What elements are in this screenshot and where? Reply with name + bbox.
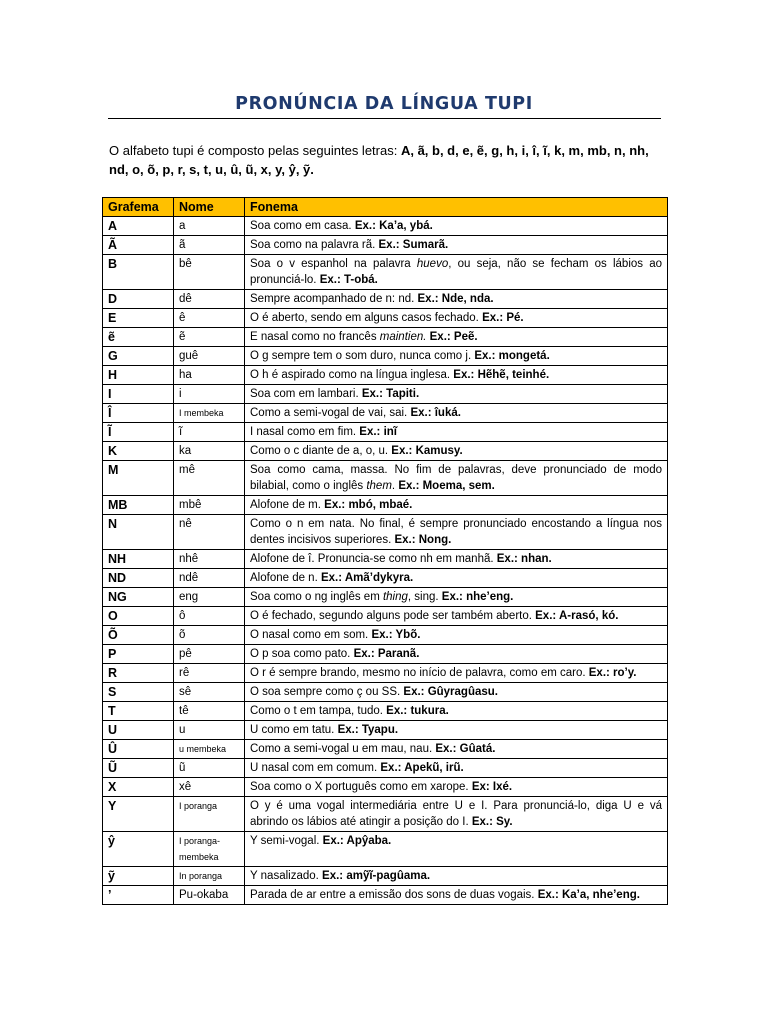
fonema-text: Soa como em casa. bbox=[250, 220, 355, 232]
fonema-text: Y semi-vogal. bbox=[250, 835, 323, 847]
fonema-example: Ex.: Nde, nda. bbox=[417, 293, 494, 305]
title-divider bbox=[108, 118, 661, 119]
fonema-example: Ex.: Moema, sem. bbox=[398, 480, 495, 492]
fonema-text: Parada de ar entre a emissão dos sons de duas vogais. bbox=[250, 889, 538, 901]
grafema-cell: A bbox=[103, 217, 174, 236]
nome-cell: ka bbox=[174, 442, 245, 461]
fonema-cell bbox=[245, 569, 668, 588]
grafema-cell: E bbox=[103, 309, 174, 328]
fonema-italic-word: them bbox=[366, 480, 392, 492]
fonema-cell bbox=[245, 607, 668, 626]
fonema-text: U nasal com em comum. bbox=[250, 762, 381, 774]
fonema-example: Ex.: Sy. bbox=[471, 816, 513, 828]
fonema-cell bbox=[245, 366, 668, 385]
grafema-cell: Î bbox=[103, 404, 174, 423]
grafema-cell: MB bbox=[103, 496, 174, 515]
fonema-text: O r é sempre brando, mesmo no início de palavra, como em caro. bbox=[250, 667, 589, 679]
nome-cell: ê bbox=[174, 309, 245, 328]
fonema-cell bbox=[245, 385, 668, 404]
nome-cell: I poranga bbox=[174, 797, 245, 832]
table-row bbox=[103, 236, 668, 255]
fonema-example: Ex.: Gûatá. bbox=[435, 743, 496, 755]
fonema-example: Ex.: Ka’a, ybá. bbox=[354, 220, 433, 232]
table-row bbox=[103, 645, 668, 664]
fonema-text: Y nasalizado. bbox=[250, 870, 323, 882]
fonema-example: Ex.: A-rasó, kó. bbox=[535, 610, 619, 622]
grafema-cell: M bbox=[103, 461, 174, 496]
table-row bbox=[103, 797, 668, 832]
table-row bbox=[103, 886, 668, 905]
table-row bbox=[103, 290, 668, 309]
table-row bbox=[103, 626, 668, 645]
table-row bbox=[103, 740, 668, 759]
nome-cell: bê bbox=[174, 255, 245, 290]
grafema-cell: B bbox=[103, 255, 174, 290]
grafema-cell: U bbox=[103, 721, 174, 740]
grafema-cell: G bbox=[103, 347, 174, 366]
table-body bbox=[103, 217, 668, 905]
fonema-text: E nasal como no francês bbox=[250, 331, 380, 343]
fonema-example: Ex.: Ka’a, nhe’eng. bbox=[537, 889, 640, 901]
fonema-text: Soa como o X português como em xarope. bbox=[250, 781, 472, 793]
intro-paragraph bbox=[109, 141, 664, 179]
fonema-example: Ex.: Peẽ. bbox=[429, 331, 478, 343]
nome-cell: mbê bbox=[174, 496, 245, 515]
fonema-cell bbox=[245, 797, 668, 832]
fonema-example: Ex.: Gûyragûasu. bbox=[403, 686, 498, 698]
fonema-cell bbox=[245, 328, 668, 347]
fonema-cell bbox=[245, 217, 668, 236]
fonema-text: Como o c diante de a, o, u. bbox=[250, 445, 392, 457]
fonema-text: Alofone de n. bbox=[250, 572, 321, 584]
grafema-cell: Y bbox=[103, 797, 174, 832]
fonema-cell bbox=[245, 496, 668, 515]
header-nome: Nome bbox=[174, 198, 245, 217]
grafema-cell: K bbox=[103, 442, 174, 461]
table-row bbox=[103, 664, 668, 683]
table-row bbox=[103, 328, 668, 347]
fonema-text-cont: . bbox=[391, 480, 399, 492]
fonema-cell bbox=[245, 683, 668, 702]
nome-cell: mê bbox=[174, 461, 245, 496]
nome-cell: u membeka bbox=[174, 740, 245, 759]
nome-cell: xê bbox=[174, 778, 245, 797]
table-row bbox=[103, 217, 668, 236]
fonema-cell bbox=[245, 702, 668, 721]
table-row bbox=[103, 347, 668, 366]
table-row bbox=[103, 702, 668, 721]
fonema-text: O h é aspirado como na língua inglesa. bbox=[250, 369, 454, 381]
table-row bbox=[103, 721, 668, 740]
table-row bbox=[103, 515, 668, 550]
nome-cell: ũ bbox=[174, 759, 245, 778]
table-header-row bbox=[103, 198, 668, 217]
fonema-example: Ex.: Hẽhẽ, teinhé. bbox=[453, 369, 550, 381]
fonema-text: O g sempre tem o som duro, nunca como j. bbox=[250, 350, 475, 362]
grafema-cell: P bbox=[103, 645, 174, 664]
nome-cell: I poranga-membeka bbox=[174, 832, 245, 867]
fonema-cell bbox=[245, 290, 668, 309]
nome-cell: õ bbox=[174, 626, 245, 645]
grafema-cell: D bbox=[103, 290, 174, 309]
fonema-cell bbox=[245, 255, 668, 290]
nome-cell: I membeka bbox=[174, 404, 245, 423]
fonema-example: Ex.: Pé. bbox=[482, 312, 524, 324]
fonema-cell bbox=[245, 626, 668, 645]
fonema-example: Ex.: T-obá. bbox=[319, 274, 378, 286]
nome-cell: a bbox=[174, 217, 245, 236]
grafema-cell: Ũ bbox=[103, 759, 174, 778]
nome-cell: eng bbox=[174, 588, 245, 607]
grafema-cell: T bbox=[103, 702, 174, 721]
fonema-example: Ex.: Amã’dykyra. bbox=[320, 572, 414, 584]
fonema-cell bbox=[245, 404, 668, 423]
table-row bbox=[103, 683, 668, 702]
fonema-italic-word: maintien. bbox=[379, 331, 427, 343]
fonema-cell bbox=[245, 778, 668, 797]
fonema-text: O p soa como pato. bbox=[250, 648, 354, 660]
fonema-example: Ex.: Nong. bbox=[394, 534, 452, 546]
fonema-example: Ex.: Kamusy. bbox=[391, 445, 463, 457]
grafema-cell: Ĩ bbox=[103, 423, 174, 442]
nome-cell: guê bbox=[174, 347, 245, 366]
fonema-example: Ex.: inĩ bbox=[359, 426, 397, 438]
table-row bbox=[103, 404, 668, 423]
intro-letters: A, ã, b, d, e, ẽ, g, h, i, î, ĩ, k, m, mb, n, nh, nd, o, õ, p, r, s, t, u, û, ũ, x, y, ŷ, ỹ. bbox=[109, 143, 649, 177]
fonema-cell bbox=[245, 886, 668, 905]
fonema-example: Ex.: Tyapu. bbox=[337, 724, 399, 736]
table-row bbox=[103, 309, 668, 328]
grafema-cell: N bbox=[103, 515, 174, 550]
grafema-cell: NG bbox=[103, 588, 174, 607]
fonema-text: Soa como cama, massa. No fim de palavras, deve pronunciado de modo bilabial, como o inglês bbox=[250, 464, 662, 492]
table-row bbox=[103, 496, 668, 515]
fonema-cell bbox=[245, 423, 668, 442]
nome-cell: ĩ bbox=[174, 423, 245, 442]
fonema-example: Ex.: nhe’eng. bbox=[441, 591, 514, 603]
fonema-cell bbox=[245, 740, 668, 759]
nome-cell: ha bbox=[174, 366, 245, 385]
fonema-text: U como em tatu. bbox=[250, 724, 338, 736]
nome-cell: ẽ bbox=[174, 328, 245, 347]
nome-cell: nê bbox=[174, 515, 245, 550]
fonema-example: Ex.: Apŷaba. bbox=[322, 835, 392, 847]
fonema-cell bbox=[245, 721, 668, 740]
grafema-cell: ’ bbox=[103, 886, 174, 905]
fonema-cell bbox=[245, 515, 668, 550]
header-grafema: Grafema bbox=[103, 198, 174, 217]
grafema-cell: H bbox=[103, 366, 174, 385]
fonema-cell bbox=[245, 867, 668, 886]
grafema-cell: ND bbox=[103, 569, 174, 588]
fonema-text: Como o t em tampa, tudo. bbox=[250, 705, 387, 717]
nome-cell: ndê bbox=[174, 569, 245, 588]
fonema-example: Ex.: tukura. bbox=[386, 705, 449, 717]
page-title: PRONÚNCIA DA LÍNGUA TUPI bbox=[235, 94, 533, 114]
fonema-example: Ex.: Apekũ, irũ. bbox=[380, 762, 464, 774]
table-row bbox=[103, 832, 668, 867]
fonema-text-cont: , ou seja, não se fecham os lábios ao pronunciá-lo. bbox=[250, 258, 662, 286]
fonema-text: I nasal como em fim. bbox=[250, 426, 360, 438]
nome-cell: tê bbox=[174, 702, 245, 721]
fonema-example: Ex.: Sumarã. bbox=[378, 239, 449, 251]
table-row bbox=[103, 778, 668, 797]
fonema-text: O é aberto, sendo em alguns casos fechado. bbox=[250, 312, 483, 324]
nome-cell: u bbox=[174, 721, 245, 740]
intro-text: O alfabeto tupi é composto pelas seguintes letras: bbox=[109, 143, 401, 158]
grafema-cell: I bbox=[103, 385, 174, 404]
fonema-example: Ex.: Ybõ. bbox=[371, 629, 421, 641]
fonema-text: O soa sempre como ç ou SS. bbox=[250, 686, 404, 698]
fonema-text: Como a semi-vogal de vai, sai. bbox=[250, 407, 411, 419]
fonema-text: O nasal como em som. bbox=[250, 629, 372, 641]
nome-cell: ã bbox=[174, 236, 245, 255]
fonema-example: Ex.: Tapiti. bbox=[361, 388, 420, 400]
fonema-cell bbox=[245, 309, 668, 328]
fonema-cell bbox=[245, 461, 668, 496]
nome-cell: rê bbox=[174, 664, 245, 683]
fonema-cell bbox=[245, 347, 668, 366]
fonema-text: Como a semi-vogal u em mau, nau. bbox=[250, 743, 436, 755]
table-row bbox=[103, 569, 668, 588]
fonema-text: Soa como na palavra rã. bbox=[250, 239, 379, 251]
table-row bbox=[103, 550, 668, 569]
table-row bbox=[103, 255, 668, 290]
table-row bbox=[103, 588, 668, 607]
nome-cell: dê bbox=[174, 290, 245, 309]
grafema-cell: ẽ bbox=[103, 328, 174, 347]
table-row bbox=[103, 461, 668, 496]
fonema-italic-word: huevo bbox=[416, 258, 449, 270]
nome-cell: i bbox=[174, 385, 245, 404]
fonema-example: Ex.: Paranã. bbox=[353, 648, 420, 660]
header-fonema: Fonema bbox=[245, 198, 668, 217]
grafema-cell: ŷ bbox=[103, 832, 174, 867]
grafema-cell: Ã bbox=[103, 236, 174, 255]
nome-cell: Pu-okaba bbox=[174, 886, 245, 905]
fonema-example: Ex.: mongetá. bbox=[474, 350, 550, 362]
nome-cell: pê bbox=[174, 645, 245, 664]
grafema-cell: X bbox=[103, 778, 174, 797]
grafema-cell: O bbox=[103, 607, 174, 626]
table-row bbox=[103, 442, 668, 461]
nome-cell: ô bbox=[174, 607, 245, 626]
nome-cell: sê bbox=[174, 683, 245, 702]
table-row bbox=[103, 759, 668, 778]
fonema-text: Soa o v espanhol na palavra bbox=[250, 258, 417, 270]
fonema-italic-word: thing bbox=[382, 591, 408, 603]
fonema-text: O y é uma vogal intermediária entre U e I. Para pronunciá-lo, diga U e vá abrindo os lábios até atingir a posição do I. bbox=[250, 800, 662, 828]
grafema-cell: S bbox=[103, 683, 174, 702]
fonema-example: Ex.: amỹĩ-pagûama. bbox=[322, 870, 431, 882]
fonema-example: Ex.: mbó, mbaé. bbox=[324, 499, 413, 511]
fonema-cell bbox=[245, 442, 668, 461]
fonema-cell bbox=[245, 236, 668, 255]
fonema-text: Alofone de î. Pronuncia-se como nh em manhã. bbox=[250, 553, 497, 565]
fonema-text: Alofone de m. bbox=[250, 499, 325, 511]
nome-cell: nhê bbox=[174, 550, 245, 569]
fonema-cell bbox=[245, 645, 668, 664]
fonema-text: Sempre acompanhado de n: nd. bbox=[250, 293, 418, 305]
grafema-cell: Û bbox=[103, 740, 174, 759]
fonema-text: Como o n em nata. No final, é sempre pronunciado encostando a língua nos dentes incisivos superiores. bbox=[250, 518, 662, 546]
grafema-cell: NH bbox=[103, 550, 174, 569]
grafema-cell: Õ bbox=[103, 626, 174, 645]
table-row bbox=[103, 423, 668, 442]
grafema-cell: ỹ bbox=[103, 867, 174, 886]
fonema-example: Ex.: nhan. bbox=[496, 553, 552, 565]
fonema-example: Ex: Ixé. bbox=[471, 781, 513, 793]
table-row bbox=[103, 607, 668, 626]
fonema-cell bbox=[245, 550, 668, 569]
table-row bbox=[103, 867, 668, 886]
fonema-example: Ex.: îuká. bbox=[410, 407, 461, 419]
fonema-text: O é fechado, segundo alguns pode ser também aberto. bbox=[250, 610, 536, 622]
phoneme-table bbox=[102, 197, 668, 905]
table-row bbox=[103, 385, 668, 404]
fonema-text: Soa com em lambari. bbox=[250, 388, 362, 400]
fonema-cell bbox=[245, 588, 668, 607]
nome-cell: In poranga bbox=[174, 867, 245, 886]
fonema-text-cont: , sing. bbox=[407, 591, 442, 603]
grafema-cell: R bbox=[103, 664, 174, 683]
fonema-example: Ex.: ro’y. bbox=[588, 667, 637, 679]
fonema-cell bbox=[245, 832, 668, 867]
fonema-text: Soa como o ng inglês em bbox=[250, 591, 383, 603]
table-row bbox=[103, 366, 668, 385]
fonema-cell bbox=[245, 759, 668, 778]
fonema-cell bbox=[245, 664, 668, 683]
